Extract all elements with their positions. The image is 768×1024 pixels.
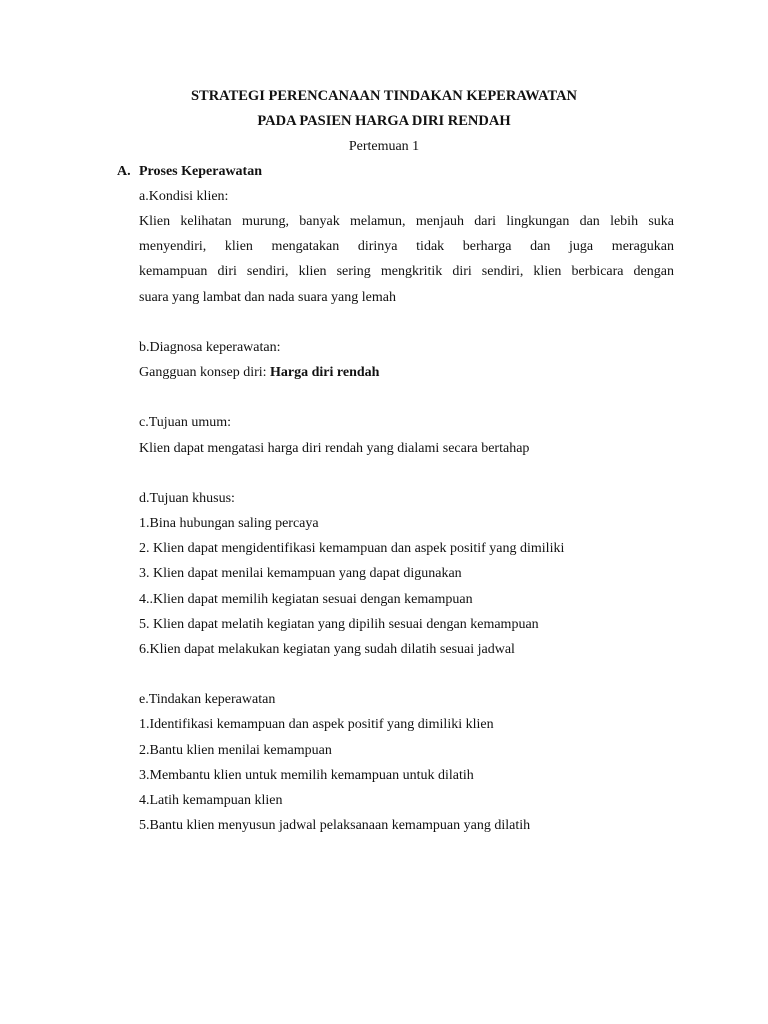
diagnosa-value: Harga diri rendah xyxy=(270,365,380,380)
kondisi-text-line: suara yang lambat dan nada suara yang lemah xyxy=(139,290,396,305)
tujuan-khusus-item: 2. Klien dapat mengidentifikasi kemampuan dan aspek positif yang dimiliki xyxy=(139,541,565,556)
tindakan-item: 2.Bantu klien menilai kemampuan xyxy=(139,743,332,758)
tujuan-khusus-item: 6.Klien dapat melakukan kegiatan yang sudah dilatih sesuai jadwal xyxy=(139,642,515,657)
tujuan-khusus-item: 3. Klien dapat menilai kemampuan yang dapat digunakan xyxy=(139,566,462,581)
tujuan-khusus-label: d.Tujuan khusus: xyxy=(139,491,235,506)
tujuan-umum-label: c.Tujuan umum: xyxy=(139,415,232,430)
tujuan-khusus-item: 5. Klien dapat melatih kegiatan yang dipilih sesuai dengan kemampuan xyxy=(139,617,539,632)
document-title-line-2: PADA PASIEN HARGA DIRI RENDAH xyxy=(257,113,511,129)
section-heading: Proses Keperawatan xyxy=(139,164,262,179)
diagnosa-line xyxy=(139,364,379,382)
tindakan-label: e.Tindakan keperawatan xyxy=(139,692,276,707)
tujuan-umum-text: Klien dapat mengatasi harga diri rendah yang dialami secara bertahap xyxy=(139,441,530,456)
diagnosa-label: b.Diagnosa keperawatan: xyxy=(139,340,281,355)
tujuan-khusus-item: 1.Bina hubungan saling percaya xyxy=(139,516,319,531)
tindakan-item: 5.Bantu klien menyusun jadwal pelaksanaan kemampuan yang dilatih xyxy=(139,818,531,833)
tindakan-item: 1.Identifikasi kemampuan dan aspek positif yang dimiliki klien xyxy=(139,717,494,732)
kondisi-label: a.Kondisi klien: xyxy=(139,189,229,204)
kondisi-text-line: Klien kelihatan murung, banyak melamun, menjauh dari lingkungan dan lebih suka xyxy=(139,214,674,229)
tindakan-item: 3.Membantu klien untuk memilih kemampuan untuk dilatih xyxy=(139,768,474,783)
kondisi-text-line: kemampuan diri sendiri, klien sering mengkritik diri sendiri, klien berbicara dengan xyxy=(139,264,674,279)
diagnosa-prefix: Gangguan konsep diri: xyxy=(139,365,271,380)
kondisi-text-line: menyendiri, klien mengatakan dirinya tidak berharga dan juga meragukan xyxy=(139,239,674,254)
document-subtitle: Pertemuan 1 xyxy=(348,139,420,154)
document-title-line-1: STRATEGI PERENCANAAN TINDAKAN KEPERAWATAN xyxy=(190,88,578,104)
section-letter: A. xyxy=(117,164,131,179)
tujuan-khusus-item: 4..Klien dapat memilih kegiatan sesuai dengan kemampuan xyxy=(139,592,473,607)
tindakan-item: 4.Latih kemampuan klien xyxy=(139,793,283,808)
